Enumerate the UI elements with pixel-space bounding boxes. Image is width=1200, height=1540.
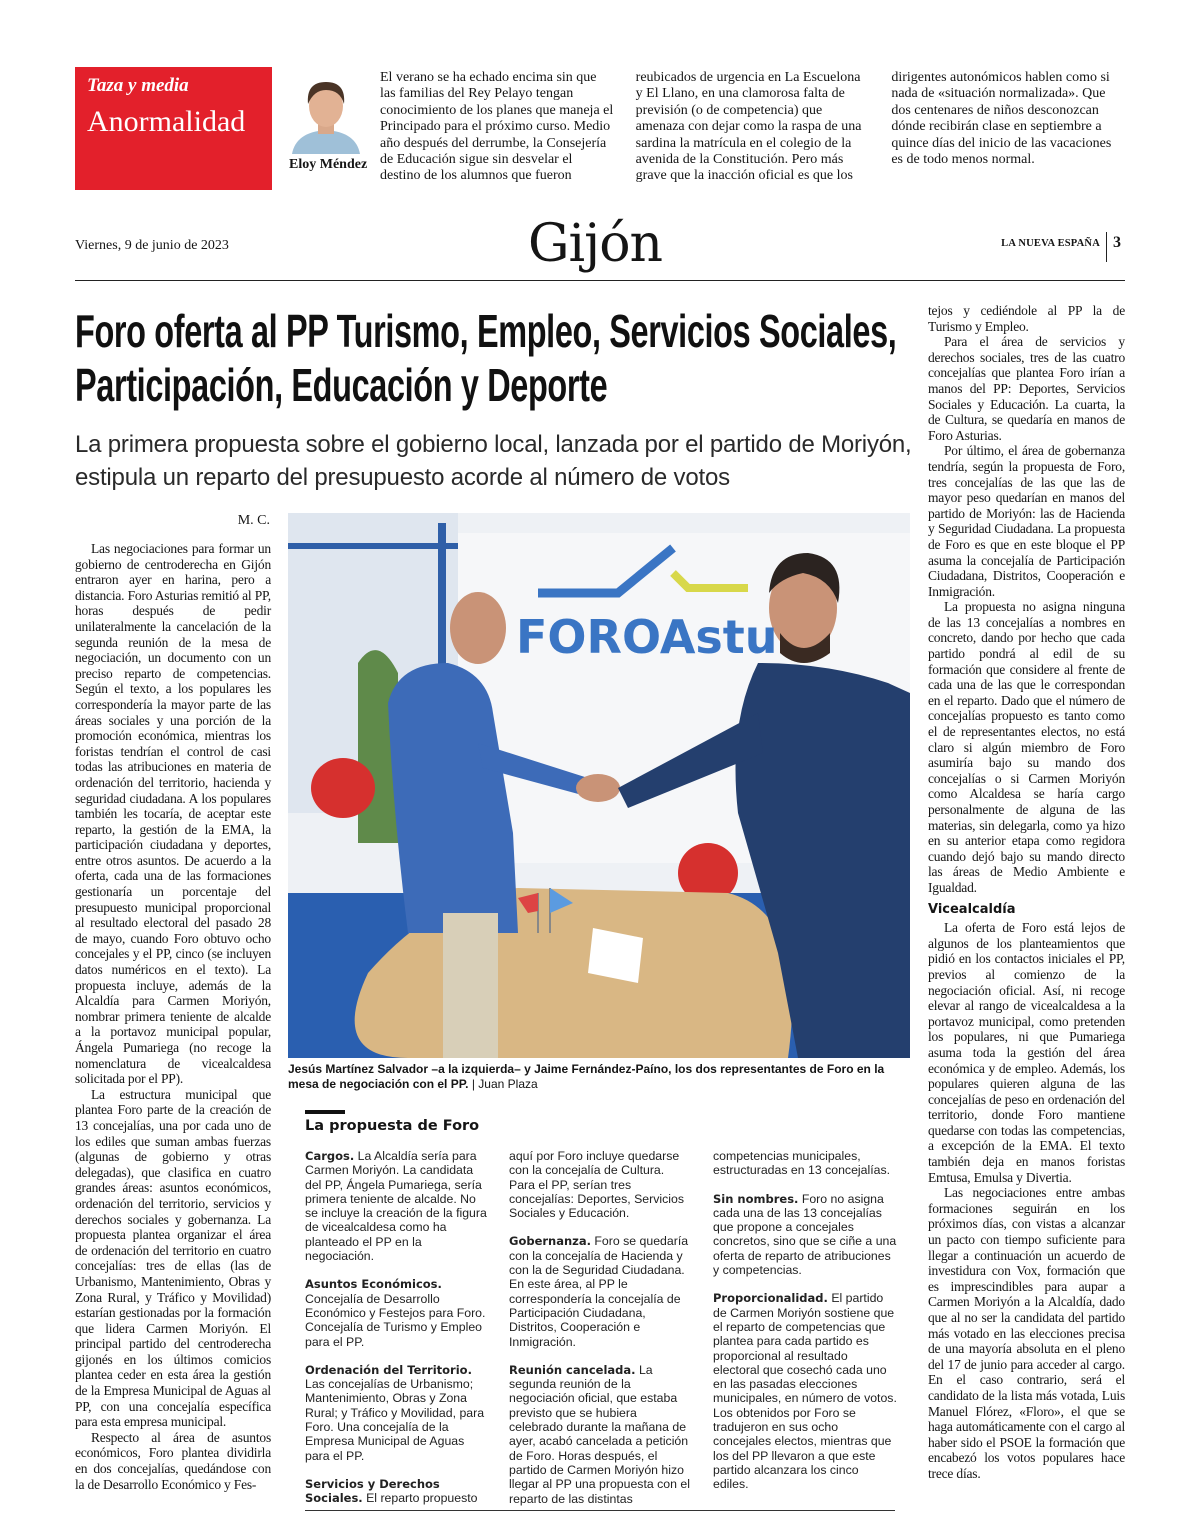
header-rule xyxy=(75,280,1125,281)
box-item-text: El reparto propuesto aquí por Foro incluye quedarse con la concejalía de Cultura. Para el PP, serían tres concejalías: Deportes, Servicios Sociales y Educación. xyxy=(366,1149,684,1506)
opinion-kicker: Taza y media xyxy=(87,75,189,96)
newspaper-name: LA NUEVA ESPAÑA xyxy=(1001,238,1100,249)
box-item-text: Foro no asigna cada una de las 13 concejalías que propone a concejales concretos, sino que se ciñe a una oferta de reparto de atribuciones y competencias. xyxy=(713,1191,897,1278)
photo-credit: | Juan Plaza xyxy=(471,1077,538,1091)
box-item-lead: Sin nombres. xyxy=(713,1191,799,1206)
issue-date: Viernes, 9 de junio de 2023 xyxy=(75,238,229,253)
body-paragraph: Para el área de servicios y derechos sociales, tres de las cuatro concejalías que plantea Foro irían a manos del PP: Deportes, Servicios Sociales y Educación. La cuarta, la de Cultura, se quedaría en manos de Foro Asturias. xyxy=(928,334,1125,443)
box-item-lead: Reunión cancelada. xyxy=(509,1362,636,1377)
box-title: La propuesta de Foro xyxy=(305,1118,480,1134)
opinion-title: Anormalidad xyxy=(87,105,246,138)
article-photo xyxy=(288,513,910,1058)
body-paragraph: La oferta de Foro está lejos de algunos de los planteamientos que pidió en los contactos iniciales el PP, previos al comienzo de la negociación oficial. Así, ni recoge elevar al rango de vicealcaldesa a la portavoz municipal, como pretenden los populares, ni que Pumariega asuma toda la gestión del área económica y de empleo. Además, los populares quieren alguna de las concejalías de peso en ordenación del territorio, donde Foro mantiene quedarse con todas las competencias, a excepción de la EMA. El texto también deja en manos foristas Emtusa, Emulsa y Divertia. xyxy=(928,920,1125,1185)
body-paragraph: Las negociaciones para formar un gobierno de centroderecha en Gijón entraron ayer en harina, pero a distancia. Foro Asturias remitió al PP, horas después de pedir unilateralmente la cancelación de la segunda reunión de la mesa de negociación, un documento con un preciso reparto de competencias. Según el texto, a los populares les correspondería la mayor parte de las áreas sociales y una porción de la promoción económica, mientras los foristas tendrían el control de casi todas las atribuciones en materia de ordenación del territorio, hacienda y seguridad ciudadana. A los populares también les tocaría, de aceptar este reparto, la gestión de la EMA, la participación ciudadana y deportes, entre otros asuntos. De acuerdo a la oferta, cada una de las formaciones gestionaría un porcentaje del presupuesto municipal proporcional al resultado electoral del pasado 28 de mayo, cuando Foro obtuvo ocho concejales y el PP, cinco (se incluyen datos numéricos en el texto). La propuesta incluye, además de la Alcaldía para Carmen Moriyón, nombrar primera teniente de alcalde a la portavoz municipal popular, Ángela Pumariega (no recoge la nomenclatura de vicealcaldesa solicitada por el PP). xyxy=(75,541,271,1087)
box-item-text: Las concejalías de Urbanismo; Mantenimiento, Obras y Zona Rural; y Tráfico y Movilidad, para Foro. Una concejalía de la Empresa Municipal de Aguas para el PP. xyxy=(305,1377,485,1463)
body-paragraph: tejos y cediéndole al PP la de Turismo y Empleo. xyxy=(928,303,1125,334)
box-item-lead: Gobernanza. xyxy=(509,1234,591,1249)
caption-text: Jesús Martínez Salvador –a la izquierda– y Jaime Fernández-Paíno, los dos representantes de Foro en la mesa de negociación con el PP. xyxy=(288,1062,885,1091)
article-headline: Foro oferta al PP Turismo, Empleo, Servicios Sociales, Participación, Educación y Deporte xyxy=(75,305,897,411)
box-item xyxy=(713,1192,897,1278)
box-item-text: La segunda reunión de la negociación oficial, que estaba previsto que se hubiera celebrado durante la mañana de ayer, acabó cancelada a petición de Foro. Horas después, el partido de Carmen Moriyón hizo llegar al PP una propuesta con el reparto de las distintas competencias municipales, estructuradas en 13 concejalías. xyxy=(509,1149,891,1506)
box-accent-bar xyxy=(305,1110,345,1114)
body-paragraph: Las negociaciones entre ambas formaciones seguirán en los próximos días, con vistas a alcanzar un pacto con tiempo suficiente para llegar a continuación un acuerdo de investidura con Vox, formación que es imprescindibles para aupar a Carmen Moriyón a la Alcaldía, dado que al no ser la candidata del partido más votado en las elecciones precisa de una mayoría absoluta en el pleno del 17 de junio para acceder al cargo. En el caso contrario, será el candidato de la lista más votada, Luis Manuel Flórez, «Floro», el que se haga automáticamente con el cargo al haber sido el PSOE la formación que encabezó los votos populares hace trece días. xyxy=(928,1185,1125,1481)
box-item-lead: Ordenación del Territorio. xyxy=(305,1362,472,1377)
header-divider xyxy=(1106,232,1107,262)
box-item xyxy=(509,1234,693,1348)
opinion-column-label xyxy=(75,67,272,190)
body-paragraph: La estructura municipal que plantea Foro parte de la creación de 13 concejalías, una por cada uno de los ediles que suman ambas fuerzas (algunas de gobierno y otras delegadas), que clasifica en cuatro grandes áreas: asuntos económicos, ordenación del territorio, servicios y derechos sociales y gobernanza. La propuesta plantea organizar el área de ordenación del territorio en cuatro concejalías: tres de ellas (las de Urbanismo, Mantenimiento, Obras y Zona Rural, y Tráfico y Movilidad) estarían gestionadas por la formación que lidera Carmen Moriyón. El principal partido del centroderecha gijonés en los últimos comicios plantea ceder en esta área la gestión de la Empresa Municipal de Aguas al PP, con una concejalía específica para esta empresa municipal. xyxy=(75,1086,271,1430)
box-item-text: El partido de Carmen Moriyón sostiene que el reparto de competencias que plantea para cada partido es proporcional al resultado electoral que cosechó cada uno en las pasadas elecciones municipales, en número de votos. Los obtenidos por Foro se tradujeron en sus ocho concejales electos, mientras que los del PP llevaron a que este partido alcanzara los cinco ediles. xyxy=(713,1291,897,1492)
body-subheading: Vicealcaldía xyxy=(928,901,1016,917)
proposal-box xyxy=(305,1149,897,1506)
photo-caption xyxy=(288,1062,910,1092)
article-byline: M. C. xyxy=(237,513,270,528)
box-item xyxy=(305,1277,489,1348)
article-body-left xyxy=(75,541,271,1492)
box-item-lead: Servicios y Derechos Sociales. xyxy=(305,1476,440,1506)
body-paragraph: Por último, el área de gobernanza tendría, según la propuesta de Foro, tres concejalías de las que las de mayor peso quedarían en manos del partido de Moriyón: las de Hacienda y Seguridad Ciudadana. La propuesta de Foro es que en este bloque el PP asuma la concejalía de Participación Ciudadana, Distritos, Cooperación e Inmigración. xyxy=(928,443,1125,599)
box-item-text: Concejalía de Desarrollo Económico y Festejos para Foro. Concejalía de Turismo y Empleo para el PP. xyxy=(305,1291,486,1349)
body-paragraph: Respecto al área de asuntos económicos, Foro plantea dividirla en dos concejalías, quedándose con la de Desarrollo Económico y Fes- xyxy=(75,1429,271,1492)
box-item xyxy=(305,1149,489,1263)
box-item-lead: Cargos. xyxy=(305,1149,355,1163)
photo-sign-text: FOROAstu xyxy=(516,610,778,664)
section-title: Gijón xyxy=(527,214,663,274)
box-item-lead: Asuntos Económicos. xyxy=(305,1277,442,1292)
box-item-text: Foro se quedaría con la concejalía de Hacienda y con la de Seguridad Ciudadana. En este área, al PP le correspondería la concejalía de Participación Ciudadana, Distritos, Cooperación e Inmigración. xyxy=(509,1234,689,1349)
article-body-right xyxy=(928,303,1125,1482)
body-paragraph: La propuesta no asigna ninguna de las 13 concejalías a nombres en concreto, dando por hecho que cada partido pondrá al edil de su formación que considere al frente de cada una de las que le correspondan en el reparto. Dado que el número de concejalías propuesto es tanto como el de representantes electos, no está claro si algún miembro de Foro asumiría bajo su mando dos concejalías o si Carmen Moriyón como Alcaldesa se haría cargo personalmente de alguna de las materias, sin delegarla, como ya hizo en su anterior etapa como regidora cuando dejó bajo su mando directo las áreas de Medio Ambiente e Igualdad. xyxy=(928,599,1125,895)
box-item xyxy=(305,1363,489,1463)
box-item-lead: Proporcionalidad. xyxy=(713,1291,828,1306)
box-item-text: La Alcaldía sería para Carmen Moriyón. La candidata del PP, Ángela Pumariega, sería primera teniente de alcalde. No se incluye la creación de la figura de vicealcaldesa como ha planteado el PP en la negociación. xyxy=(305,1149,487,1264)
opinion-author: Eloy Méndez xyxy=(289,157,368,172)
author-headshot xyxy=(288,74,364,154)
page-number: 3 xyxy=(1113,234,1121,251)
box-bottom-rule xyxy=(305,1510,895,1511)
article-subhead: La primera propuesta sobre el gobierno local, lanzada por el partido de Moriyón, estipula un reparto del presupuesto acorde al número de votos xyxy=(75,431,912,491)
opinion-text: El verano se ha echado encima sin que las familias del Rey Pelayo tengan conocimiento de los planes que maneja el Principado para el próximo curso. Medio año después del derrumbe, la Consejería de Educación sigue sin desvelar el destino de los alumnos que fueron reubicados de urgencia en La Escuelona y El Llano, en una clamorosa falta de previsión (o de competencia) que amenaza con dejar como la raspa de una sardina la matrícula en el colegio de la avenida de la Constitución. Pero más grave que la inacción oficial es que los dirigentes autonómicos hablen como si nada de «situación normalizada». Que dos centenares de niños desconozcan dónde recibirán clase en septiembre a quince días del inicio de las vacaciones es de todo menos normal. xyxy=(380,70,1112,184)
box-item xyxy=(713,1291,897,1491)
